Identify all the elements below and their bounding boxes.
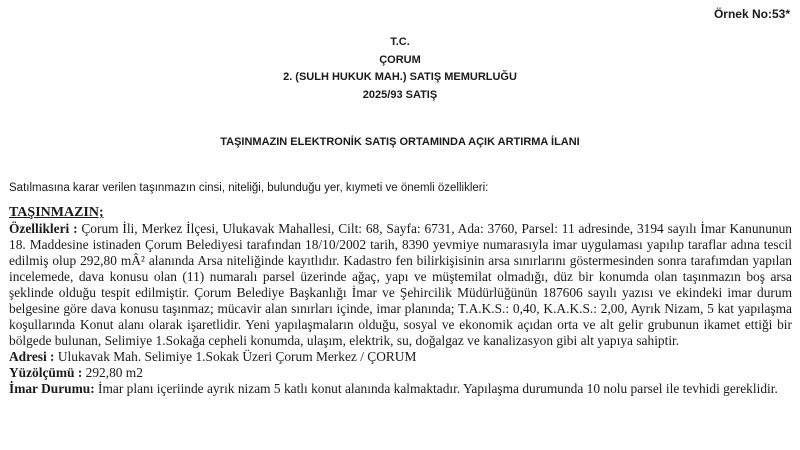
address-line	[9, 349, 792, 365]
header-line-city: ÇORUM	[379, 53, 421, 66]
features-paragraph	[9, 221, 792, 349]
property-details	[9, 205, 792, 397]
zoning-label: İmar Durumu:	[9, 381, 95, 396]
form-number: Örnek No:53*	[713, 7, 790, 21]
section-title: TAŞINMAZIN;	[9, 205, 104, 220]
zoning-paragraph	[9, 381, 792, 397]
zoning-text: İmar planı içeriinde ayrık nizam 5 katlı konut alanında kalmaktadır. Yapılaşma durumunda 10 nolu parsel ile tevhidi gereklidir.	[94, 381, 778, 396]
notice-title: TAŞINMAZIN ELEKTRONİK SATIŞ ORTAMINDA AÇIK ARTIRMA İLANI	[220, 136, 580, 148]
address-label: Adresi :	[9, 349, 55, 364]
header-line-tc: T.C.	[390, 36, 410, 48]
document-header	[0, 34, 800, 104]
features-text: Çorum İli, Merkez İlçesi, Ulukavak Mahallesi, Cilt: 68, Sayfa: 6731, Ada: 3760, Parsel: 11 adresinde, 3194 sayılı İmar Kanununun 18. Maddesine istinaden Çorum Belediyesi tarafından 18/10/2002 tarih, 8390 yevmiye numarasıyla imar uygulaması yapılıp taraflar adına tescil edilmiş olup 292,80 mÂ² alanında Arsa niteliğinde kayıtlıdır. Kadastro fen bilirkişisinin arsa sınırlarını göstermesinden sonra tarafımdan yapılan incelemede, dava konusu olan (11) numaralı parsel üzerinde ağaç, yapı ve müştemilat olmadığı, düz bir konumda olan taşınmazın boş arsa şeklinde olduğu tespit edilmiştir. Çorum Belediye Başkanlığı İmar ve Şehircilik Müdürlüğünün 187606 sayılı yazısı ve ekindeki imar durum belgesine göre dava konusu taşınmaz; mücavir alan sınırları içinde, imar planında; T.A.K.S.: 0,40, K.A.K.S.: 2,00, Ayrık Nizam, 5 kat yapılaşma koşullarında Konut alanı olarak işaretlidir. Yeni yapılaşmaların olduğu, sosyal ve ekonomik açıdan orta ve alt gelir grubunun ikamet ettiği bir bölgede bulunan, Selimiye 1.Sokağa cepheli konumda, ulaşım, elektrik, su, doğalgaz ve kanalizasyon gibi alt yapıya sahiptir.	[9, 221, 792, 348]
area-text: 292,80 m2	[82, 365, 143, 380]
area-line	[9, 365, 792, 381]
address-text: Ulukavak Mah. Selimiye 1.Sokak Üzeri Çorum Merkez / ÇORUM	[54, 349, 417, 364]
area-label: Yüzölçümü :	[9, 365, 83, 380]
features-label: Özellikleri :	[9, 221, 78, 236]
intro-text: Satılmasına karar verilen taşınmazın cinsi, niteliği, bulunduğu yer, kıymeti ve önemli özellikleri:	[9, 182, 489, 194]
header-line-office: 2. (SULH HUKUK MAH.) SATIŞ MEMURLUĞU	[283, 71, 517, 83]
header-line-case-no: 2025/93 SATIŞ	[362, 88, 438, 101]
